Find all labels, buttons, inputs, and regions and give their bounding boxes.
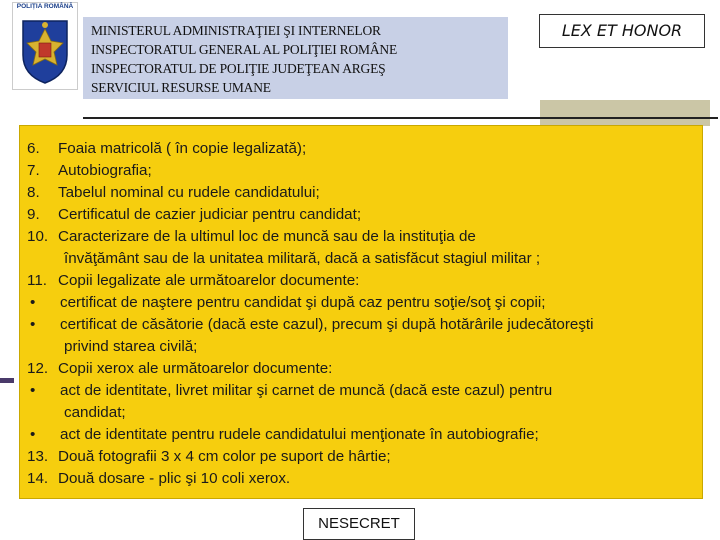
item-text: Două fotografii 3 x 4 cm color pe suport de hârtie; [58,448,391,465]
bullet-item-continuation [27,336,696,358]
motto-box: LEX ET HONOR [539,14,705,48]
coat-of-arms-icon [17,15,73,85]
bullet-text-continued: candidat; [64,404,126,421]
item-number: 7. [27,162,40,179]
bullet-item [27,424,696,446]
item-number: 11. [27,272,47,289]
bullet: • [30,316,36,333]
bullet-text: act de identitate, livret militar şi carnet de muncă (dacă este cazul) pentru [60,382,553,399]
item-number: 10. [27,228,49,245]
item-number: 6. [27,140,40,157]
bullet-item [27,380,696,402]
header-line-general-inspectorate: INSPECTORATUL GENERAL AL POLIŢIEI ROMÂNE [91,42,397,57]
bullet-text: certificat de căsătorie (dacă este cazul), precum şi după hotărârile judecătoreşti [60,316,594,333]
list-item [27,446,696,468]
document-list [19,125,703,499]
bullet-text-continued: privind starea civilă; [64,338,198,355]
item-text: Foaia matricolă ( în copie legalizată); [58,140,307,157]
item-text-continued: învăţământ sau de la unitatea militară, dacă a satisfăcut stagiul militar ; [64,250,541,267]
header-line-service: SERVICIUL RESURSE UMANE [91,80,271,95]
list-item [27,138,696,160]
list-item [27,182,696,204]
bullet-text: certificat de naştere pentru candidat şi după caz pentru soţie/soţ şi copii; [60,294,546,311]
item-text: Caracterizare de la ultimul loc de muncă sau de la instituţia de [58,228,476,245]
item-text: Copii xerox ale următoarelor documente: [58,360,333,377]
bullet-text: act de identitate pentru rudele candidatului menţionate în autobiografie; [60,426,539,443]
bullet-item [27,314,696,336]
list-item [27,270,696,292]
classification-label: NESECRET [303,508,415,540]
institution-header [83,17,508,99]
header-line-county-inspectorate: INSPECTORATUL DE POLIŢIE JUDEŢEAN ARGEŞ [91,61,386,76]
list-item [27,468,696,490]
item-text: Copii legalizate ale următoarelor documente: [58,272,360,289]
police-logo [12,2,78,90]
left-margin-strip [0,0,10,540]
item-text: Certificatul de cazier judiciar pentru candidat; [58,206,362,223]
bullet: • [30,426,36,443]
header-line-ministry: MINISTERUL ADMINISTRAŢIEI ŞI INTERNELOR [91,23,381,38]
item-text: Autobiografia; [58,162,152,179]
bullet: • [30,294,36,311]
list-item [27,358,696,380]
logo-text: POLIȚIA ROMÂNĂ [16,3,74,10]
item-text: Două dosare - plic şi 10 coli xerox. [58,470,291,487]
list-item [27,204,696,226]
item-number: 9. [27,206,40,223]
bullet-item [27,292,696,314]
item-number: 13. [27,448,49,465]
item-number: 8. [27,184,40,201]
bullet-item-continuation [27,402,696,424]
bullet: • [30,382,36,399]
item-number: 12. [27,360,49,377]
list-item [27,160,696,182]
list-item [27,226,696,248]
item-text: Tabelul nominal cu rudele candidatului; [58,184,320,201]
decorative-block [540,100,710,126]
header-divider [83,117,718,119]
item-number: 14. [27,470,49,487]
list-item-continuation [27,248,696,270]
left-accent-bar [0,378,14,383]
